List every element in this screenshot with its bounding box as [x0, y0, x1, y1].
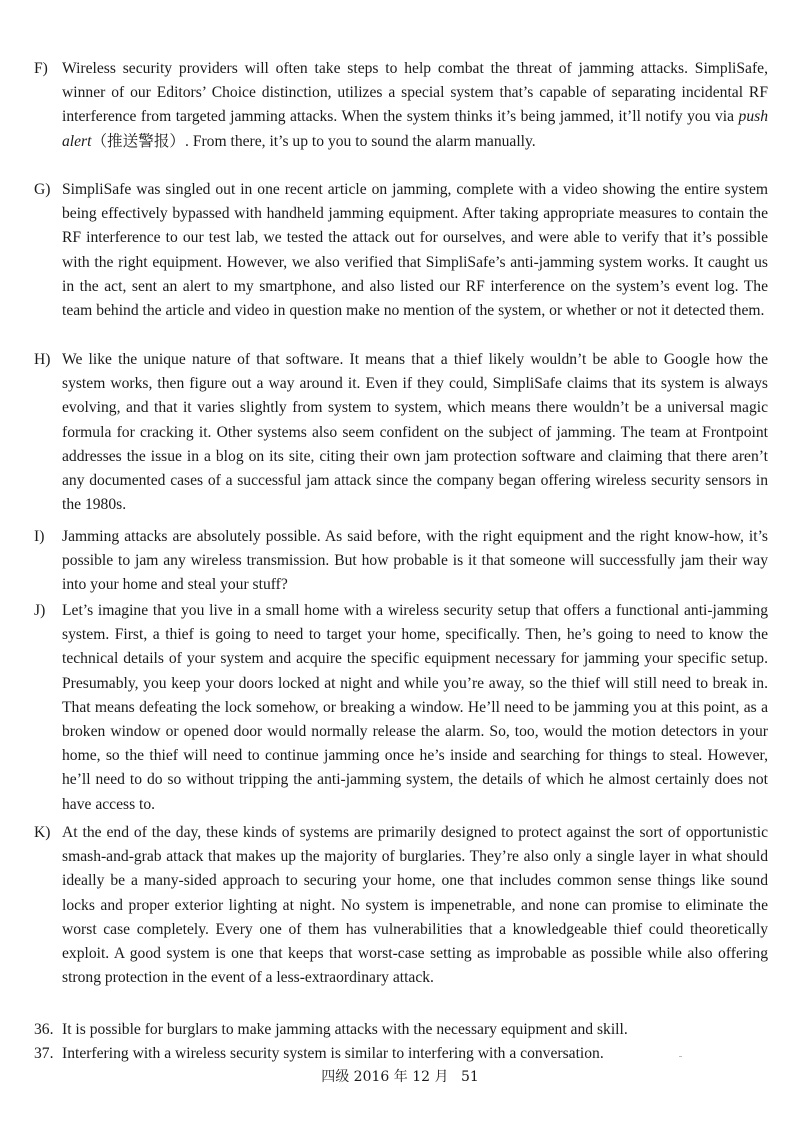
- paragraph-k: [34, 821, 768, 990]
- paragraph-text: Let’s imagine that you live in a small home with a wireless security setup that offers a functional anti-jamming system. First, a thief is going to need to target your home, specifically. Then, he’s going to need to know the technical details of your system and acquire the specific equipment necessary for jamming your specific setup. Presumably, you keep your doors locked at night and while you’re away, so the thief will still need to break in. That means defeating the lock somehow, or breaking a window. He’ll need to be jamming you at this point, as a broken window or opened door would normally release the alarm. So, too, would the motion detectors in your home, so the thief will need to continue jamming once he’s inside and searching for things to steal. However, he’ll need to do so without tripping the anti-jamming system, the details of which he almost certainly does not have access to.: [62, 602, 768, 813]
- footer-label: 四级 2016 年 12 月: [321, 1069, 449, 1085]
- question-number: 37.: [34, 1045, 54, 1062]
- italic-term: push alert: [62, 108, 768, 150]
- paragraph-text-after: （推送警报）. From there, it’s up to you to sound the alarm manually.: [91, 132, 536, 150]
- page-number: 51: [460, 1069, 479, 1085]
- scan-mark: [679, 1056, 682, 1057]
- paragraph-text: We like the unique nature of that software. It means that a thief likely wouldn’t be able to Google how the system works, then figure out a way around it. Even if they could, SimpliSafe claims that its system is always evolving, and that it varies slightly from system to system, which means there wouldn’t be a universal magic formula for cracking it. Other systems also seem confident on the subject of jamming. The team at Frontpoint addresses the issue in a blog on its site, citing their own jam protection software and claiming that there aren’t any documented cases of a successful jam attack since the company began offering wireless security sensors in the 1980s.: [62, 351, 768, 514]
- paragraph-h: [34, 348, 768, 517]
- paragraph-marker: H): [34, 351, 51, 368]
- paragraph-j: [34, 599, 768, 817]
- paragraph-marker: K): [34, 824, 51, 841]
- paragraph-marker: F): [34, 60, 48, 77]
- paragraph-marker: J): [34, 602, 46, 619]
- paragraph-i: [34, 525, 768, 598]
- paragraph-text: Jamming attacks are absolutely possible. As said before, with the right equipment and the right know-how, it’s possible to jam any wireless transmission. But how probable is it that someone will successfully jam their way into your home and steal your stuff?: [62, 528, 768, 594]
- question-text: Interfering with a wireless security system is similar to interfering with a conversation.: [62, 1045, 604, 1062]
- question-number: 36.: [34, 1021, 54, 1038]
- paragraph-text-main: Wireless security providers will often take steps to help combat the threat of jamming attacks. SimpliSafe, winner of our Editors’ Choice distinction, utilizes a special system that’s capable of separating incidental RF interference from targeted jamming attacks. When the system thinks it’s being jammed, it’ll notify you via: [62, 60, 768, 126]
- paragraph-marker: I): [34, 528, 45, 545]
- question-text: It is possible for burglars to make jamming attacks with the necessary equipment and skill.: [62, 1021, 628, 1038]
- paragraph-f: [34, 57, 768, 154]
- question-36: [34, 1018, 768, 1042]
- paragraph-text: At the end of the day, these kinds of systems are primarily designed to protect against the sort of opportunistic smash-and-grab attack that makes up the majority of burglaries. They’re also only a single layer in what should ideally be a many-sided approach to securing your home, one that includes common sense things like sound locks and proper exterior lighting at night. No system is impenetrable, and none can promise to eliminate the worst case completely. Every one of them has vulnerabilities that a knowledgeable thief could theoretically exploit. A good system is one that keeps that worst-case setting as improbable as possible while also offering strong protection in the event of a less-extraordinary attack.: [62, 824, 768, 987]
- page-footer: [0, 1066, 800, 1086]
- paragraph-marker: G): [34, 181, 51, 198]
- paragraph-g: [34, 178, 768, 323]
- paragraph-text: SimpliSafe was singled out in one recent article on jamming, complete with a video showing the entire system being effectively bypassed with handheld jamming equipment. After taking appropriate measures to contain the RF interference to our test lab, we tested the attack out for ourselves, and were able to verify that it’s possible with the right equipment. However, we also verified that SimpliSafe’s anti-jamming system works. It caught us in the act, sent an alert to my smartphone, and also listed our RF interference on the system’s event log. The team behind the article and video in question make no mention of the system, or whether or not it detected them.: [62, 181, 768, 320]
- paragraph-text: [62, 57, 768, 154]
- question-37: [34, 1042, 768, 1066]
